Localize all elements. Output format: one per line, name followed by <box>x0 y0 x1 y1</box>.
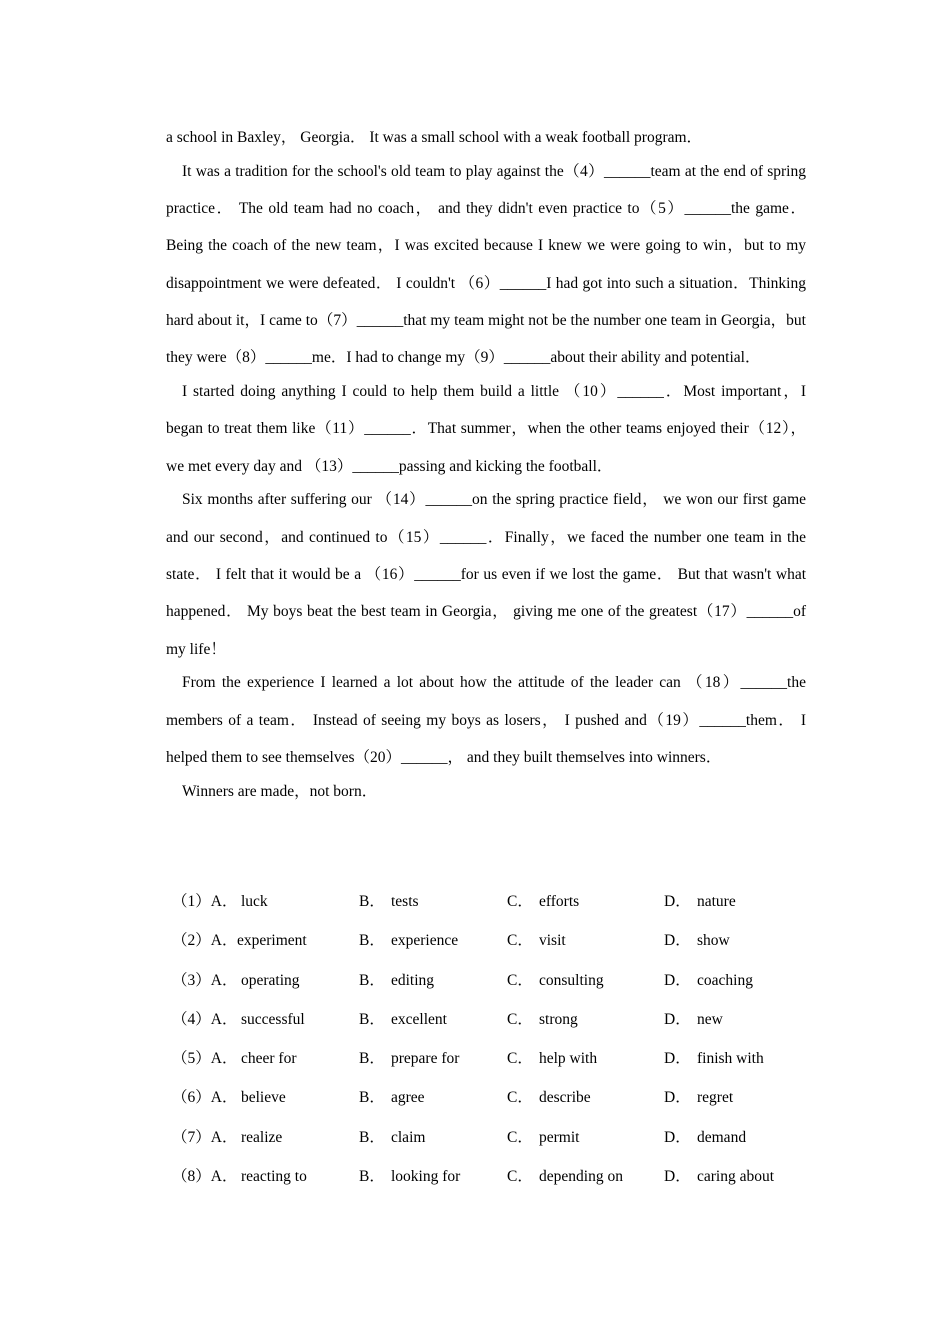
question-number: （1）A． <box>172 893 238 910</box>
option-c: help with <box>539 1050 598 1068</box>
option-c-label: C． <box>507 932 533 950</box>
option-d-label: D． <box>664 1168 691 1186</box>
option-a: cheer for <box>241 1050 297 1068</box>
option-c: efforts <box>539 893 580 910</box>
option-b: prepare for <box>391 1050 460 1068</box>
option-b-label: B． <box>359 1089 385 1107</box>
option-d-label: D． <box>664 971 691 989</box>
option-d: finish with <box>697 1050 764 1068</box>
option-c: depending on <box>539 1168 623 1186</box>
option-b: claim <box>391 1128 426 1146</box>
question-number: （7）A． <box>172 1128 238 1146</box>
option-a: realize <box>241 1128 283 1146</box>
option-d-label: D． <box>664 1010 691 1028</box>
option-c-label: C． <box>507 971 533 989</box>
option-b-label: B． <box>359 932 385 950</box>
question-row <box>166 1000 806 1039</box>
option-c-label: C． <box>507 1128 533 1146</box>
question-number: （5）A． <box>172 1050 238 1068</box>
question-row <box>166 1157 806 1196</box>
paragraph: Winners are made，not born． <box>182 782 378 800</box>
option-b-label: B． <box>359 971 385 989</box>
option-b-label: B． <box>359 1128 385 1146</box>
question-row <box>166 1118 806 1157</box>
option-c-label: C． <box>507 1089 533 1107</box>
option-b: looking for <box>391 1168 461 1186</box>
question-number: （6）A． <box>172 1089 238 1107</box>
option-c: consulting <box>539 971 604 989</box>
paragraph: From the experience I learned a lot about how the attitude of the leader can （18）______the members of a team． Instead of seeing my boys as losers， I pushed and（19）______them． I helped them to see themselves（20）______， and they built themselves into winners． <box>166 674 806 767</box>
option-a: successful <box>241 1010 305 1028</box>
passage <box>166 119 806 807</box>
option-d-label: D． <box>664 932 691 950</box>
option-c-label: C． <box>507 1050 533 1068</box>
paragraph: a school in Baxley， Georgia． It was a small school with a weak football program． <box>166 129 703 146</box>
answer-options <box>166 882 806 1196</box>
option-b-label: B． <box>359 893 385 910</box>
option-d: nature <box>697 893 736 910</box>
option-a: reacting to <box>241 1168 307 1186</box>
option-c: describe <box>539 1089 591 1107</box>
option-c-label: C． <box>507 1168 533 1186</box>
option-c-label: C． <box>507 893 533 910</box>
option-b-label: B． <box>359 1168 385 1186</box>
option-b-label: B． <box>359 1010 385 1028</box>
option-d: regret <box>697 1089 734 1107</box>
question-row <box>166 961 806 1000</box>
option-c: strong <box>539 1010 578 1028</box>
option-d: demand <box>697 1128 747 1146</box>
option-b: excellent <box>391 1010 447 1028</box>
option-a: believe <box>241 1089 286 1107</box>
question-row <box>166 921 806 960</box>
option-c: visit <box>539 932 566 950</box>
option-d-label: D． <box>664 1128 691 1146</box>
question-row <box>166 1039 806 1078</box>
option-a: operating <box>241 971 300 989</box>
question-number: （8）A． <box>172 1168 238 1186</box>
option-b: experience <box>391 932 459 950</box>
paragraph: It was a tradition for the school's old team to play against the（4）______team at the end of spring practice． The old team had no coach， and they didn't even practice to（5）______the game．Being the coach of the new team，I was excited because I knew we were going to win，but to my disappointment we were defeated． I couldn't （6）______I had got into such a situation．Thinking hard about it，I came to（7）______that my team might not be the number one team in Georgia，but they were（8）______me．I had to change my（9）______about their ability and potential． <box>166 162 806 367</box>
option-b: tests <box>391 893 419 910</box>
option-a: experiment <box>237 932 307 950</box>
option-d: caring about <box>697 1168 775 1186</box>
option-d-label: D． <box>664 893 691 910</box>
option-d-label: D． <box>664 1089 691 1107</box>
question-number: （4）A． <box>172 1010 238 1028</box>
paragraph: I started doing anything I could to help them build a little （10）______．Most important，I began to treat them like（11）______．That summer，when the other teams enjoyed their（12），we met every day and （13）______passing and kicking the football． <box>166 383 806 475</box>
option-b-label: B． <box>359 1050 385 1068</box>
option-a: luck <box>241 893 268 910</box>
option-d: show <box>697 932 730 950</box>
option-b: editing <box>391 971 435 989</box>
question-number: （3）A． <box>172 971 238 989</box>
option-c: permit <box>539 1128 580 1146</box>
option-d: new <box>697 1010 723 1028</box>
option-b: agree <box>391 1089 425 1107</box>
question-row <box>166 882 806 921</box>
option-c-label: C． <box>507 1010 533 1028</box>
question-row <box>166 1078 806 1117</box>
question-number: （2）A． <box>172 932 238 950</box>
option-d: coaching <box>697 971 753 989</box>
paragraph: Six months after suffering our （14）______on the spring practice field， we won our first game and our second，and continued to（15）______．Finally，we faced the number one team in the state． I felt that it would be a （16）______for us even if we lost the game． But that wasn't what happened． My boys beat the best team in Georgia， giving me one of the greatest（17）______of my life！ <box>166 491 806 658</box>
option-d-label: D． <box>664 1050 691 1068</box>
